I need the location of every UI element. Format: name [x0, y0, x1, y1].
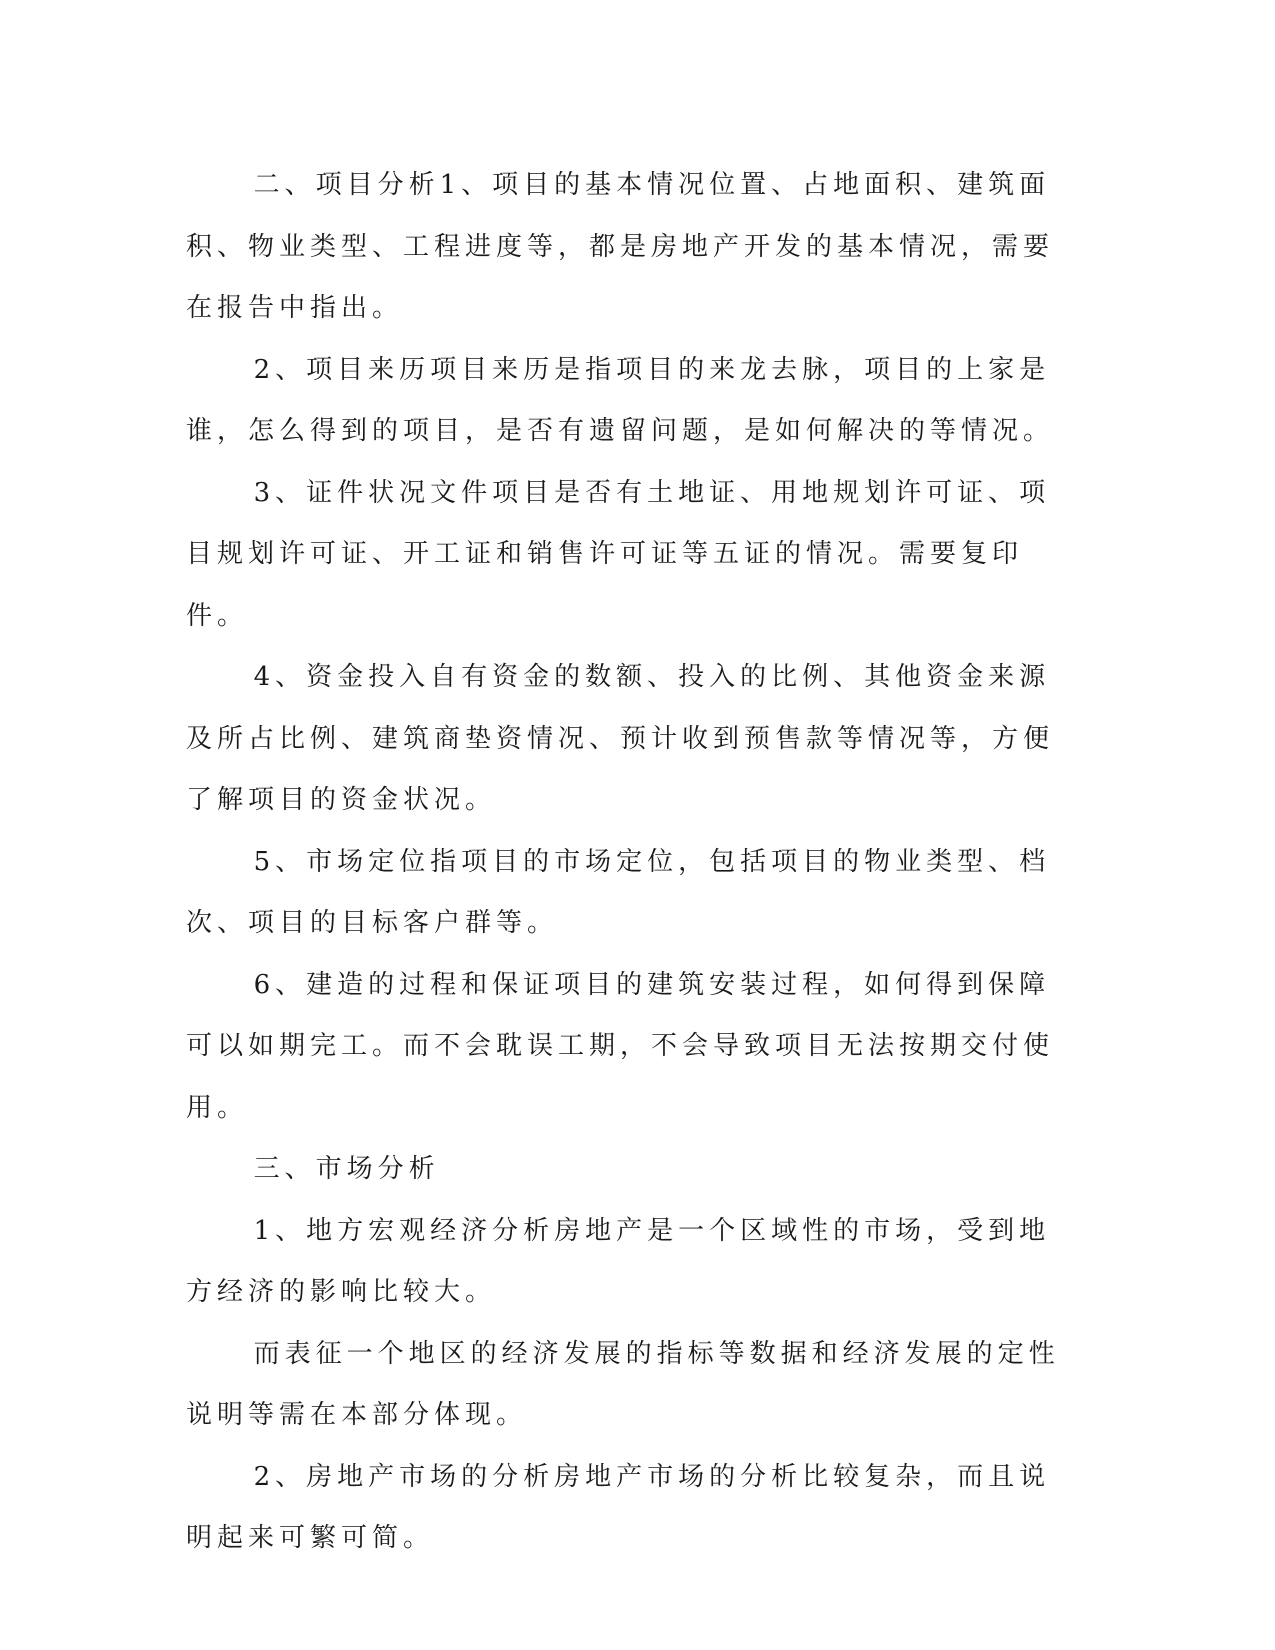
- paragraph-project-analysis: 二、项目分析1、项目的基本情况位置、占地面积、建筑面积、物业类型、工程进度等，都是房地产开发的基本情况，需要在报告中指出。: [186, 170, 1055, 323]
- paragraph-funding: 4、资金投入自有资金的数额、投入的比例、其他资金来源及所占比例、建筑商垫资情况、预计收到预售款等情况等，方便了解项目的资金状况。: [186, 662, 1055, 815]
- paragraph-project-history: 2、项目来历项目来历是指项目的来龙去脉，项目的上家是谁，怎么得到的项目，是否有遗留问题，是如何解决的等情况。: [186, 354, 1055, 446]
- section-heading-market-analysis: 三、市场分析: [253, 1154, 440, 1184]
- paragraph-construction: 6、建造的过程和保证项目的建筑安装过程，如何得到保障可以如期完工。而不会耽误工期，不会导致项目无法按期交付使用。: [186, 969, 1055, 1123]
- paragraph-certificates: 3、证件状况文件项目是否有土地证、用地规划许可证、项目规划许可证、开工证和销售许可证等五证的情况。需要复印件。: [186, 477, 1051, 631]
- document-body: [186, 155, 1066, 1570]
- paragraph-economic-indicators: 而表征一个地区的经济发展的指标等数据和经济发展的定性说明等需在本部分体现。: [186, 1338, 1060, 1430]
- paragraph-market-positioning: 5、市场定位指项目的市场定位，包括项目的物业类型、档次、项目的目标客户群等。: [186, 846, 1051, 938]
- paragraph-real-estate-market: 2、房地产市场的分析房地产市场的分析比较复杂，而且说明起来可繁可简。: [186, 1461, 1051, 1553]
- paragraph-macro-economy: 1、地方宏观经济分析房地产是一个区域性的市场，受到地方经济的影响比较大。: [186, 1215, 1051, 1307]
